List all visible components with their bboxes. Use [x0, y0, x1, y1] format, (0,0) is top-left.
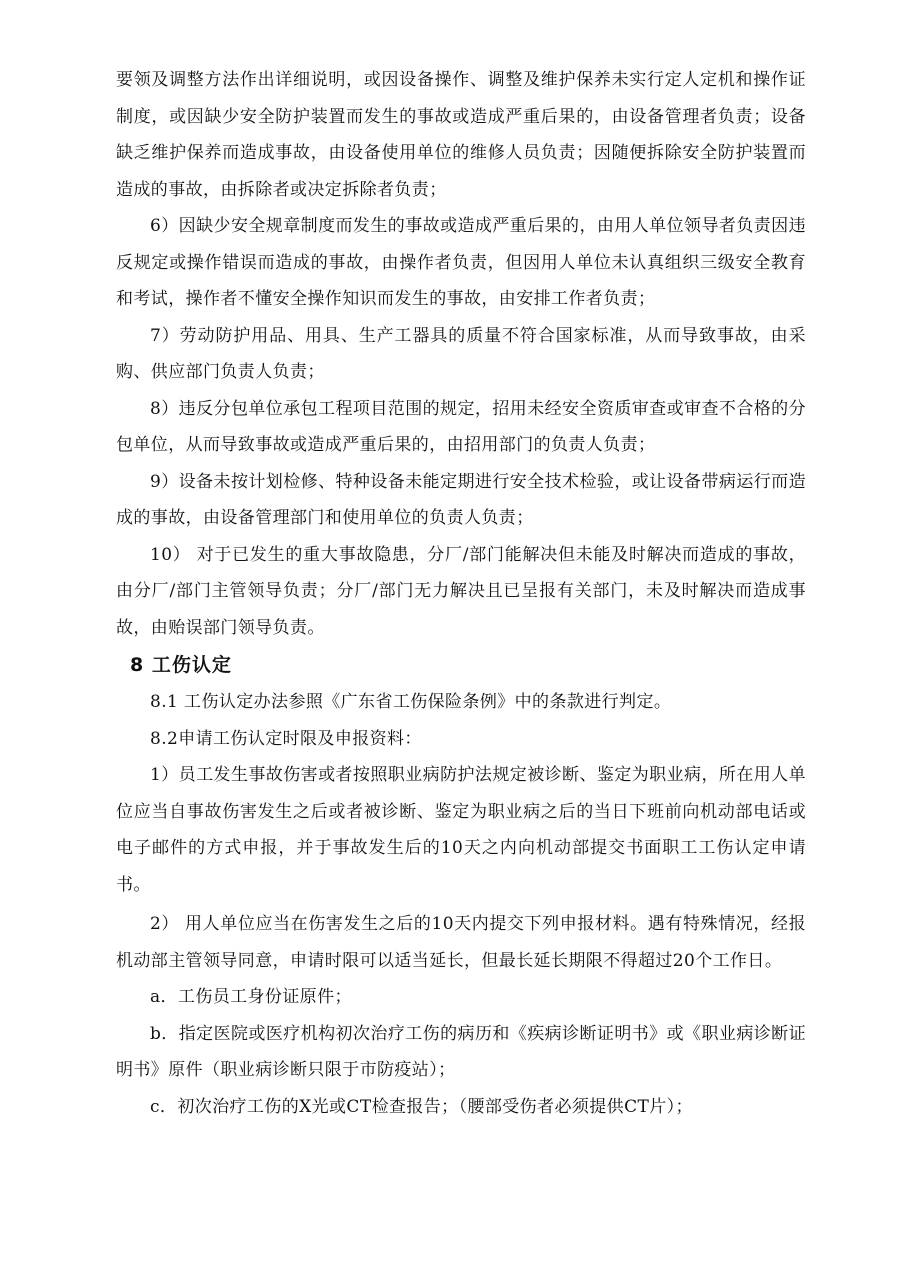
- paragraph-8-2-item-2: 2） 用人单位应当在伤害发生之后的10天内提交下列申报材料。遇有特殊情况，经报机动部主管领导同意，申请时限可以适当延长，但最长延长期限不得超过20个工作日。: [116, 914, 806, 971]
- section-heading: 8 工伤认定: [130, 654, 232, 676]
- paragraph-item-10: 10） 对于已发生的重大事故隐患，分厂/部门能解决但未能及时解决而造成的事故，由分厂/部门主管领导负责；分厂/部门无力解决且已呈报有关部门，未及时解决而造成事故，由贻误部门领导负责。: [116, 544, 806, 638]
- paragraph-item-7: 7）劳动防护用品、用具、生产工器具的质量不符合国家标准，从而导致事故，由采购、供应部门负责人负责；: [116, 325, 806, 382]
- paragraph-material-c: c．初次治疗工伤的X光或CT检查报告；（腰部受伤者必须提供CT片）；: [150, 1096, 693, 1117]
- paragraph-material-a: a．工伤员工身份证原件；: [150, 987, 352, 1007]
- paragraph-8-1: 8.1 工伤认定办法参照《广东省工伤保险条例》中的条款进行判定。: [150, 692, 672, 712]
- paragraph-item-6: 6）因缺少安全规章制度而发生的事故或造成严重后果的，由用人单位领导者负责因违反规定或操作错误而造成的事故，由操作者负责，但因用人单位未认真组织三级安全教育和考试，操作者不懂安全操作知识而发生的事故，由安排工作者负责；: [116, 216, 806, 309]
- paragraph-continuation: 要领及调整方法作出详细说明，或因设备操作、调整及维护保养未实行定人定机和操作证制度，或因缺少安全防护装置而发生的事故或造成严重后果的，由设备管理者负责；设备缺乏维护保养而造成事故，由设备使用单位的维修人员负责；因随便拆除安全防护装置而造成的事故，由拆除者或决定拆除者负责；: [116, 70, 806, 200]
- paragraph-material-b: b．指定医院或医疗机构初次治疗工伤的病历和《疾病诊断证明书》或《职业病诊断证明书》原件（职业病诊断只限于市防疫站）；: [116, 1023, 806, 1080]
- document-body: [116, 62, 806, 1125]
- paragraph-item-8: 8）违反分包单位承包工程项目范围的规定，招用未经安全资质审查或审查不合格的分包单位，从而导致事故或造成严重后果的，由招用部门的负责人负责；: [116, 398, 806, 455]
- paragraph-item-9: 9）设备未按计划检修、特种设备未能定期进行安全技术检验，或让设备带病运行而造成的事故，由设备管理部门和使用单位的负责人负责；: [116, 471, 806, 528]
- paragraph-8-2: 8.2申请工伤认定时限及申报资料：: [150, 728, 422, 749]
- paragraph-8-2-item-1: 1）员工发生事故伤害或者按照职业病防护法规定被诊断、鉴定为职业病，所在用人单位应当自事故伤害发生之后或者被诊断、鉴定为职业病之后的当日下班前向机动部电话或电子邮件的方式申报，并于事故发生后的10天之内向机动部提交书面职工工伤认定申请书。: [116, 765, 806, 895]
